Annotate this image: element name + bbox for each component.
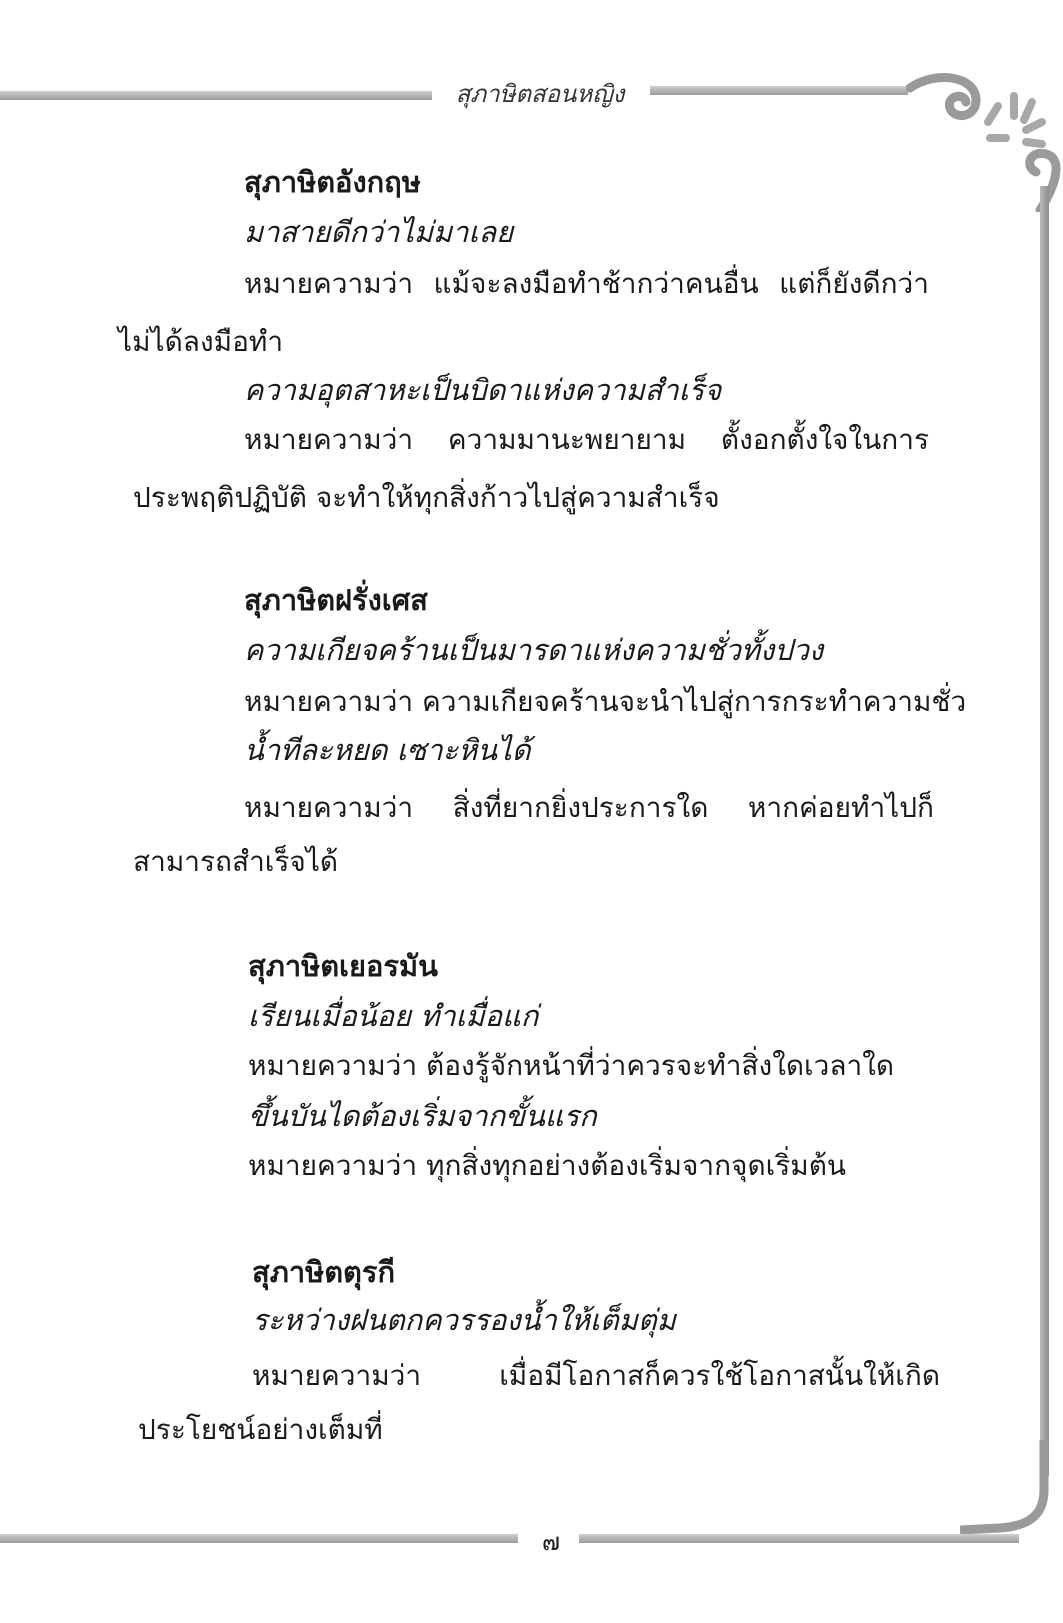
meaning-word: ตั้งอกตั้งใจในการ [720, 423, 929, 456]
proverb: ระหว่างฝนตกควรรองน้ำให้เต็มตุ่ม [252, 1303, 676, 1337]
header-rule-right [650, 86, 908, 95]
meaning-line [244, 788, 934, 828]
section-heading: สุภาษิตตุรกี [252, 1255, 396, 1289]
footer-rule-right [579, 1534, 1019, 1543]
meaning-line: สามารถสำเร็จได้ [133, 845, 339, 878]
page-number: ๗ [541, 1528, 561, 1556]
meaning-line [244, 264, 929, 304]
meaning-word: หากค่อยทำไปก็ [747, 791, 934, 824]
meaning-line: หมายความว่า ต้องรู้จักหน้าที่ว่าควรจะทำสิ่งใดเวลาใด [248, 1049, 895, 1082]
meaning-line: หมายความว่า ทุกสิ่งทุกอย่างต้องเริ่มจากจุดเริ่มต้น [248, 1149, 847, 1182]
header-rule-left [0, 91, 432, 100]
proverb: เรียนเมื่อน้อย ทำเมื่อแก่ [248, 999, 539, 1033]
meaning-word: หมายความว่า [244, 267, 414, 300]
proverb: ขึ้นบันไดต้องเริ่มจากขั้นแรก [248, 1099, 597, 1133]
proverb: ความเกียจคร้านเป็นมารดาแห่งความชั่วทั้งปวง [244, 633, 824, 667]
running-title: สุภาษิตสอนหญิง [455, 80, 625, 108]
side-border [1040, 186, 1049, 1476]
meaning-line [244, 420, 929, 460]
proverb: น้ำทีละหยด เซาะหินได้ [244, 733, 531, 767]
meaning-word: หมายความว่า [244, 423, 414, 456]
section-heading: สุภาษิตฝรั่งเศส [244, 583, 428, 617]
meaning-word: เมื่อมีโอกาสก็ควรใช้โอกาสนั้นให้เกิด [499, 1359, 940, 1392]
proverb: ความอุตสาหะเป็นบิดาแห่งความสำเร็จ [244, 373, 722, 407]
meaning-line: ประพฤติปฏิบัติ จะทำให้ทุกสิ่งก้าวไปสู่ความสำเร็จ [133, 481, 720, 514]
meaning-word: แม้จะลงมือทำช้ากว่าคนอื่น [433, 267, 759, 300]
footer-rule-left [0, 1534, 518, 1543]
meaning-word: สิ่งที่ยากยิ่งประการใด [452, 791, 709, 824]
meaning-word: หมายความว่า [244, 791, 414, 824]
meaning-line: หมายความว่า ความเกียจคร้านจะนำไปสู่การกระทำความชั่ว [244, 685, 967, 718]
meaning-word: ความมานะพยายาม [447, 423, 687, 456]
section-heading: สุภาษิตเยอรมัน [248, 949, 438, 983]
meaning-word: หมายความว่า [252, 1359, 422, 1392]
meaning-line [252, 1356, 940, 1396]
meaning-word: แต่ก็ยังดีกว่า [779, 267, 929, 300]
meaning-line: ไม่ได้ลงมือทำ [118, 325, 284, 358]
meaning-line: ประโยชน์อย่างเต็มที่ [138, 1413, 383, 1446]
section-heading: สุภาษิตอังกฤษ [244, 165, 421, 199]
proverb: มาสายดีกว่าไม่มาเลย [244, 215, 514, 249]
bottom-corner-icon [960, 1440, 1063, 1540]
